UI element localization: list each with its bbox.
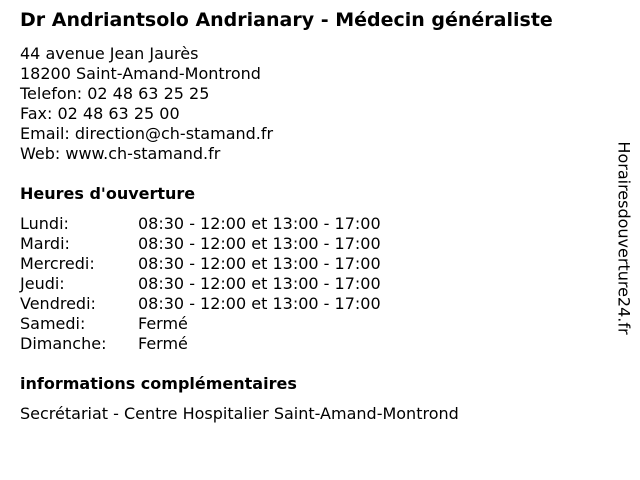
hours-row-saturday [20,314,381,334]
phone-number: Telefon: 02 48 63 25 25 [20,84,210,103]
time-value: 08:30 - 12:00 et 13:00 - 17:00 [138,234,381,253]
address-city: 18200 Saint-Amand-Montrond [20,64,261,83]
address-street: 44 avenue Jean Jaurès [20,44,199,63]
time-value: Fermé [138,334,188,353]
website: Web: www.ch-stamand.fr [20,144,221,163]
time-value: 08:30 - 12:00 et 13:00 - 17:00 [138,214,381,233]
day-label: Mercredi: [20,254,95,273]
day-label: Mardi: [20,234,70,253]
hours-heading: Heures d'ouverture [20,184,196,203]
hours-row-monday [20,214,381,234]
info-text: Secrétariat - Centre Hospitalier Saint-Amand-Montrond [20,404,459,423]
hours-row-tuesday [20,234,381,254]
contact-block [20,44,273,164]
time-value: 08:30 - 12:00 et 13:00 - 17:00 [138,254,381,273]
time-value: Fermé [138,314,188,333]
site-watermark: Horairesdouverture24.fr [614,141,634,335]
day-label: Samedi: [20,314,86,333]
fax-number: Fax: 02 48 63 25 00 [20,104,180,123]
hours-row-friday [20,294,381,314]
hours-row-thursday [20,274,381,294]
hours-table [20,214,381,354]
info-heading: informations complémentaires [20,374,297,393]
day-label: Lundi: [20,214,69,233]
day-label: Dimanche: [20,334,107,353]
time-value: 08:30 - 12:00 et 13:00 - 17:00 [138,294,381,313]
email-address: Email: direction@ch-stamand.fr [20,124,274,143]
hours-row-sunday [20,334,381,354]
hours-row-wednesday [20,254,381,274]
page-title: Dr Andriantsolo Andrianary - Médecin généraliste [20,9,553,31]
time-value: 08:30 - 12:00 et 13:00 - 17:00 [138,274,381,293]
day-label: Vendredi: [20,294,96,313]
day-label: Jeudi: [20,274,65,293]
